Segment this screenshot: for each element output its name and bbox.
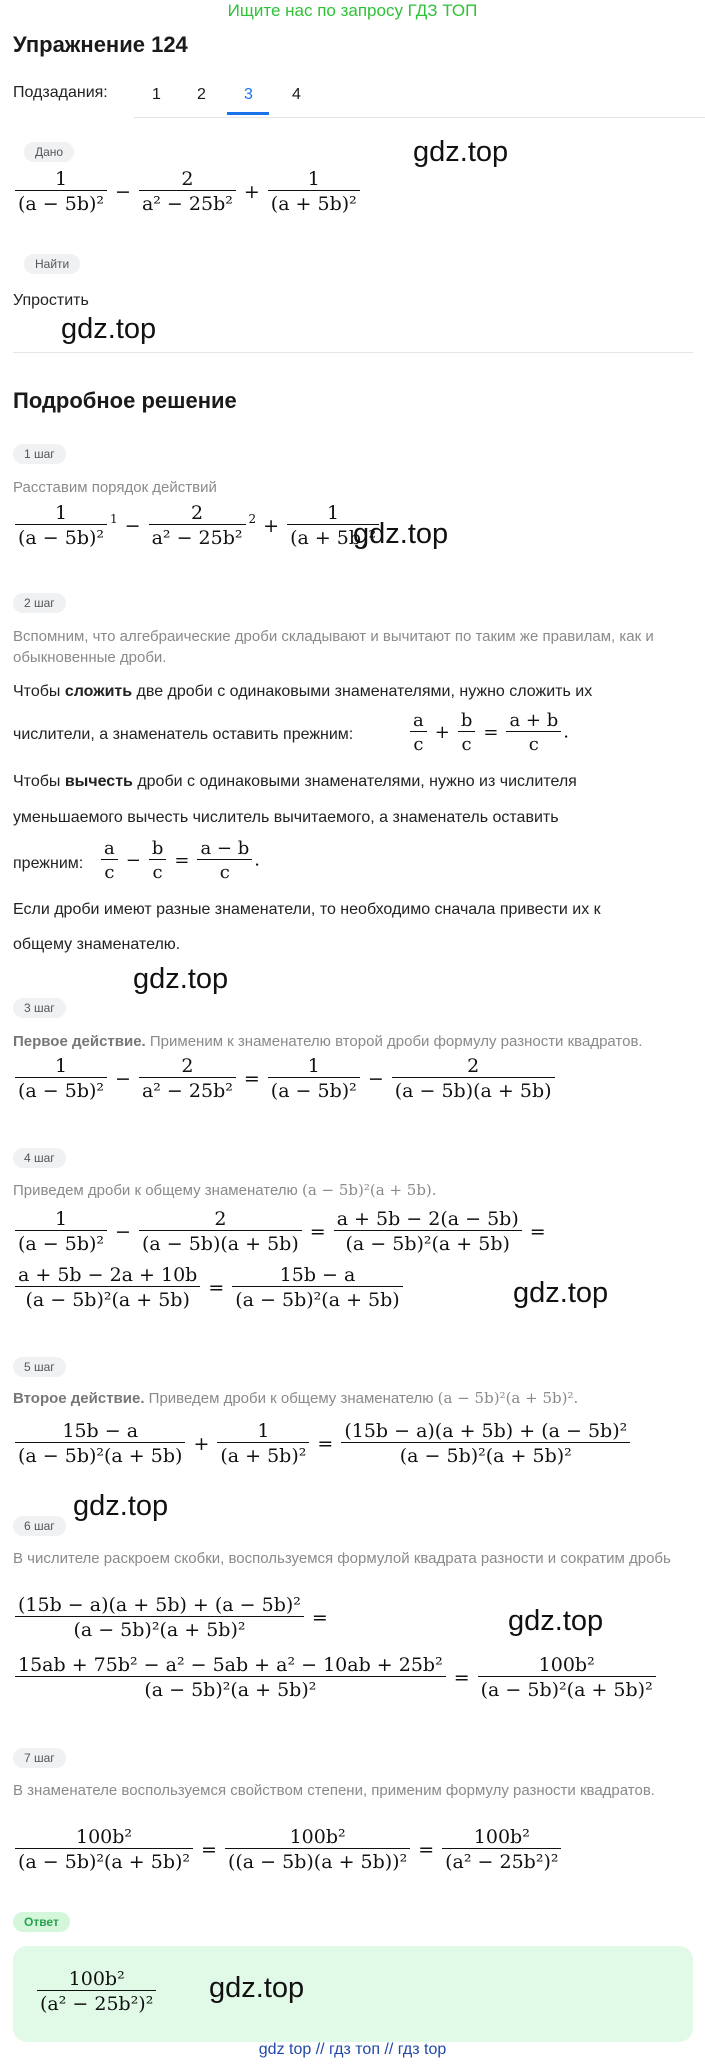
answer-box — [13, 1946, 693, 2042]
given-expression: $\frac{1}{\text{(a − 5b)²}}$ − $\frac{2}{\text{a² − 25b²}}$ + $\frac{1}{\text{(a + 5b)²}}$ — [13, 168, 362, 215]
find-text: Упростить — [13, 292, 89, 309]
find-badge: Найти — [24, 254, 80, 274]
search-banner[interactable]: Ищите нас по запросу ГДЗ ТОП — [227, 1, 478, 20]
subtasks-label: Подзадания: — [13, 84, 108, 101]
tab-2[interactable]: 2 — [197, 86, 206, 103]
answer-expression: $\frac{\text{100b²}}{\text{(a² − 25b²)²}}$ — [35, 1968, 158, 2015]
rule-sub-formula: $\frac{a}{c}$ − $\frac{b}{c}$ = $\frac{a - b}{c}$ . — [99, 838, 260, 883]
step-text: Второе действие. Приведем дроби к общему знаменателю (a − 5b)²(a + 5b)². — [13, 1389, 579, 1407]
step-badge: 2 шаг — [13, 593, 66, 613]
order-2: 2 — [248, 512, 257, 527]
watermark: gdz.top — [133, 963, 229, 995]
rule-add-line1: Чтобы сложить две дроби с одинаковыми знаменателями, нужно сложить их — [13, 683, 593, 700]
step-badge: 4 шаг — [13, 1148, 66, 1168]
step-text: Расставим порядок действий — [13, 479, 217, 496]
step-badge: 5 шаг — [13, 1357, 66, 1377]
rule-diff-line2: общему знаменателю. — [13, 936, 181, 953]
page-title: Упражнение 124 — [13, 32, 188, 57]
step-badge: 6 шаг — [13, 1516, 66, 1536]
rule-sub-line2: уменьшаемого вычесть числитель вычитаемого, а знаменатель оставить — [13, 809, 559, 826]
watermark: gdz.top — [73, 1490, 169, 1522]
step-4-expression-line1: $\frac{1}{\text{(a − 5b)²}}$ − $\frac{2}{(a - 5b)(a + 5b)}$ = $\frac{a + 5b - 2(a - 5b)}{\text{(a − 5b)²(a + 5b)}}$ = — [13, 1208, 552, 1255]
watermark: gdz.top — [513, 1277, 609, 1309]
step-text: В числителе раскроем скобки, воспользуемся формулой квадрата разности и сократим дробь — [13, 1550, 671, 1567]
subtask-tabs — [134, 72, 705, 118]
watermark: gdz.top — [209, 1972, 305, 2004]
answer-badge: Ответ — [13, 1912, 70, 1932]
divider — [13, 352, 693, 353]
step-3-expression: $\frac{1}{\text{(a − 5b)²}}$ − $\frac{2}{\text{a² − 25b²}}$ = $\frac{1}{\text{(a − 5b)²}}$ − $\frac{2}{(a - 5b)(a + 5b)}$ — [13, 1055, 557, 1102]
step-4-expression-line2: $\frac{a + 5b - 2a + 10b}{\text{(a − 5b)²(a + 5b)}}$ = $\frac{15b - a}{\text{(a − 5b)²(a + 5b)}}$ — [13, 1264, 405, 1311]
step-text: В знаменателе воспользуемся свойством степени, применим формулу разности квадратов. — [13, 1782, 655, 1799]
watermark: gdz.top — [61, 313, 157, 345]
tab-3[interactable]: 3 — [244, 86, 253, 103]
solution-title: Подробное решение — [13, 388, 237, 413]
step-badge: 3 шаг — [13, 998, 66, 1018]
step-badge: 7 шаг — [13, 1748, 66, 1768]
tab-1[interactable]: 1 — [152, 86, 161, 103]
step-badge: 1 шаг — [13, 444, 66, 464]
footer-links[interactable]: gdz top // гдз топ // гдз top — [258, 2041, 447, 2058]
watermark: gdz.top — [353, 518, 449, 550]
tab-4[interactable]: 4 — [292, 86, 301, 103]
step-text: Вспомним, что алгебраические дроби складывают и вычитают по таким же правилам, как и обыкновенные дроби. — [13, 628, 654, 666]
step-text: Приведем дроби к общему знаменателю (a − 5b)²(a + 5b). — [13, 1181, 437, 1199]
rule-add-line2: числители, а знаменатель оставить прежним: — [13, 726, 354, 743]
step-7-expression: $\frac{\text{100b²}}{\text{(a − 5b)²(a + 5b)²}}$ = $\frac{\text{100b²}}{\text{((a − 5b)(a + 5b))²}}$ = $\frac{\text{100b²}}{\text{(a² − 25b²)²}}$ — [13, 1826, 563, 1873]
step-6-expression-line1: $\frac{\text{(15b − a)(a + 5b) + (a − 5b)²}}{\text{(a − 5b)²(a + 5b)²}}$ = — [13, 1594, 334, 1641]
watermark: gdz.top — [508, 1605, 604, 1637]
watermark: gdz.top — [413, 136, 509, 168]
step-5-expression: $\frac{15b - a}{\text{(a − 5b)²(a + 5b)}}$ + $\frac{1}{\text{(a + 5b)²}}$ = $\frac{\text{(15b − a)(a + 5b) + (a − 5b)²}}{\text{(a − 5b)²(a + 5b)²}}$ — [13, 1420, 632, 1467]
given-badge: Дано — [24, 142, 74, 162]
step-6-expression-line2: $\frac{\text{15ab + 75b² − a² − 5ab + a² − 10ab + 25b²}}{\text{(a − 5b)²(a + 5b)²}}$ = $\frac{\text{100b²}}{\text{(a − 5b)²(a + 5b)²}}$ — [13, 1654, 658, 1701]
rule-add-formula: $\frac{a}{c}$ + $\frac{b}{c}$ = $\frac{a + b}{c}$ . — [408, 710, 569, 755]
rule-diff-line1: Если дроби имеют разные знаменатели, то необходимо сначала привести их к — [13, 901, 601, 918]
step-text: Первое действие. Применим к знаменателю второй дроби формулу разности квадратов. — [13, 1033, 643, 1050]
step-1-expression: $\frac{1}{\text{(a − 5b)²}}$ $^1$ − $\frac{2}{\text{a² − 25b²}}$ $^2$ + $\frac{1}{\text{(a + 5b)²}}$ — [13, 502, 381, 549]
active-tab-indicator — [227, 112, 269, 115]
order-1: 1 — [110, 512, 118, 527]
rule-sub-line1: Чтобы вычесть дроби с одинаковыми знаменателями, нужно из числителя — [13, 773, 577, 790]
rule-sub-line3: прежним: — [13, 855, 84, 872]
